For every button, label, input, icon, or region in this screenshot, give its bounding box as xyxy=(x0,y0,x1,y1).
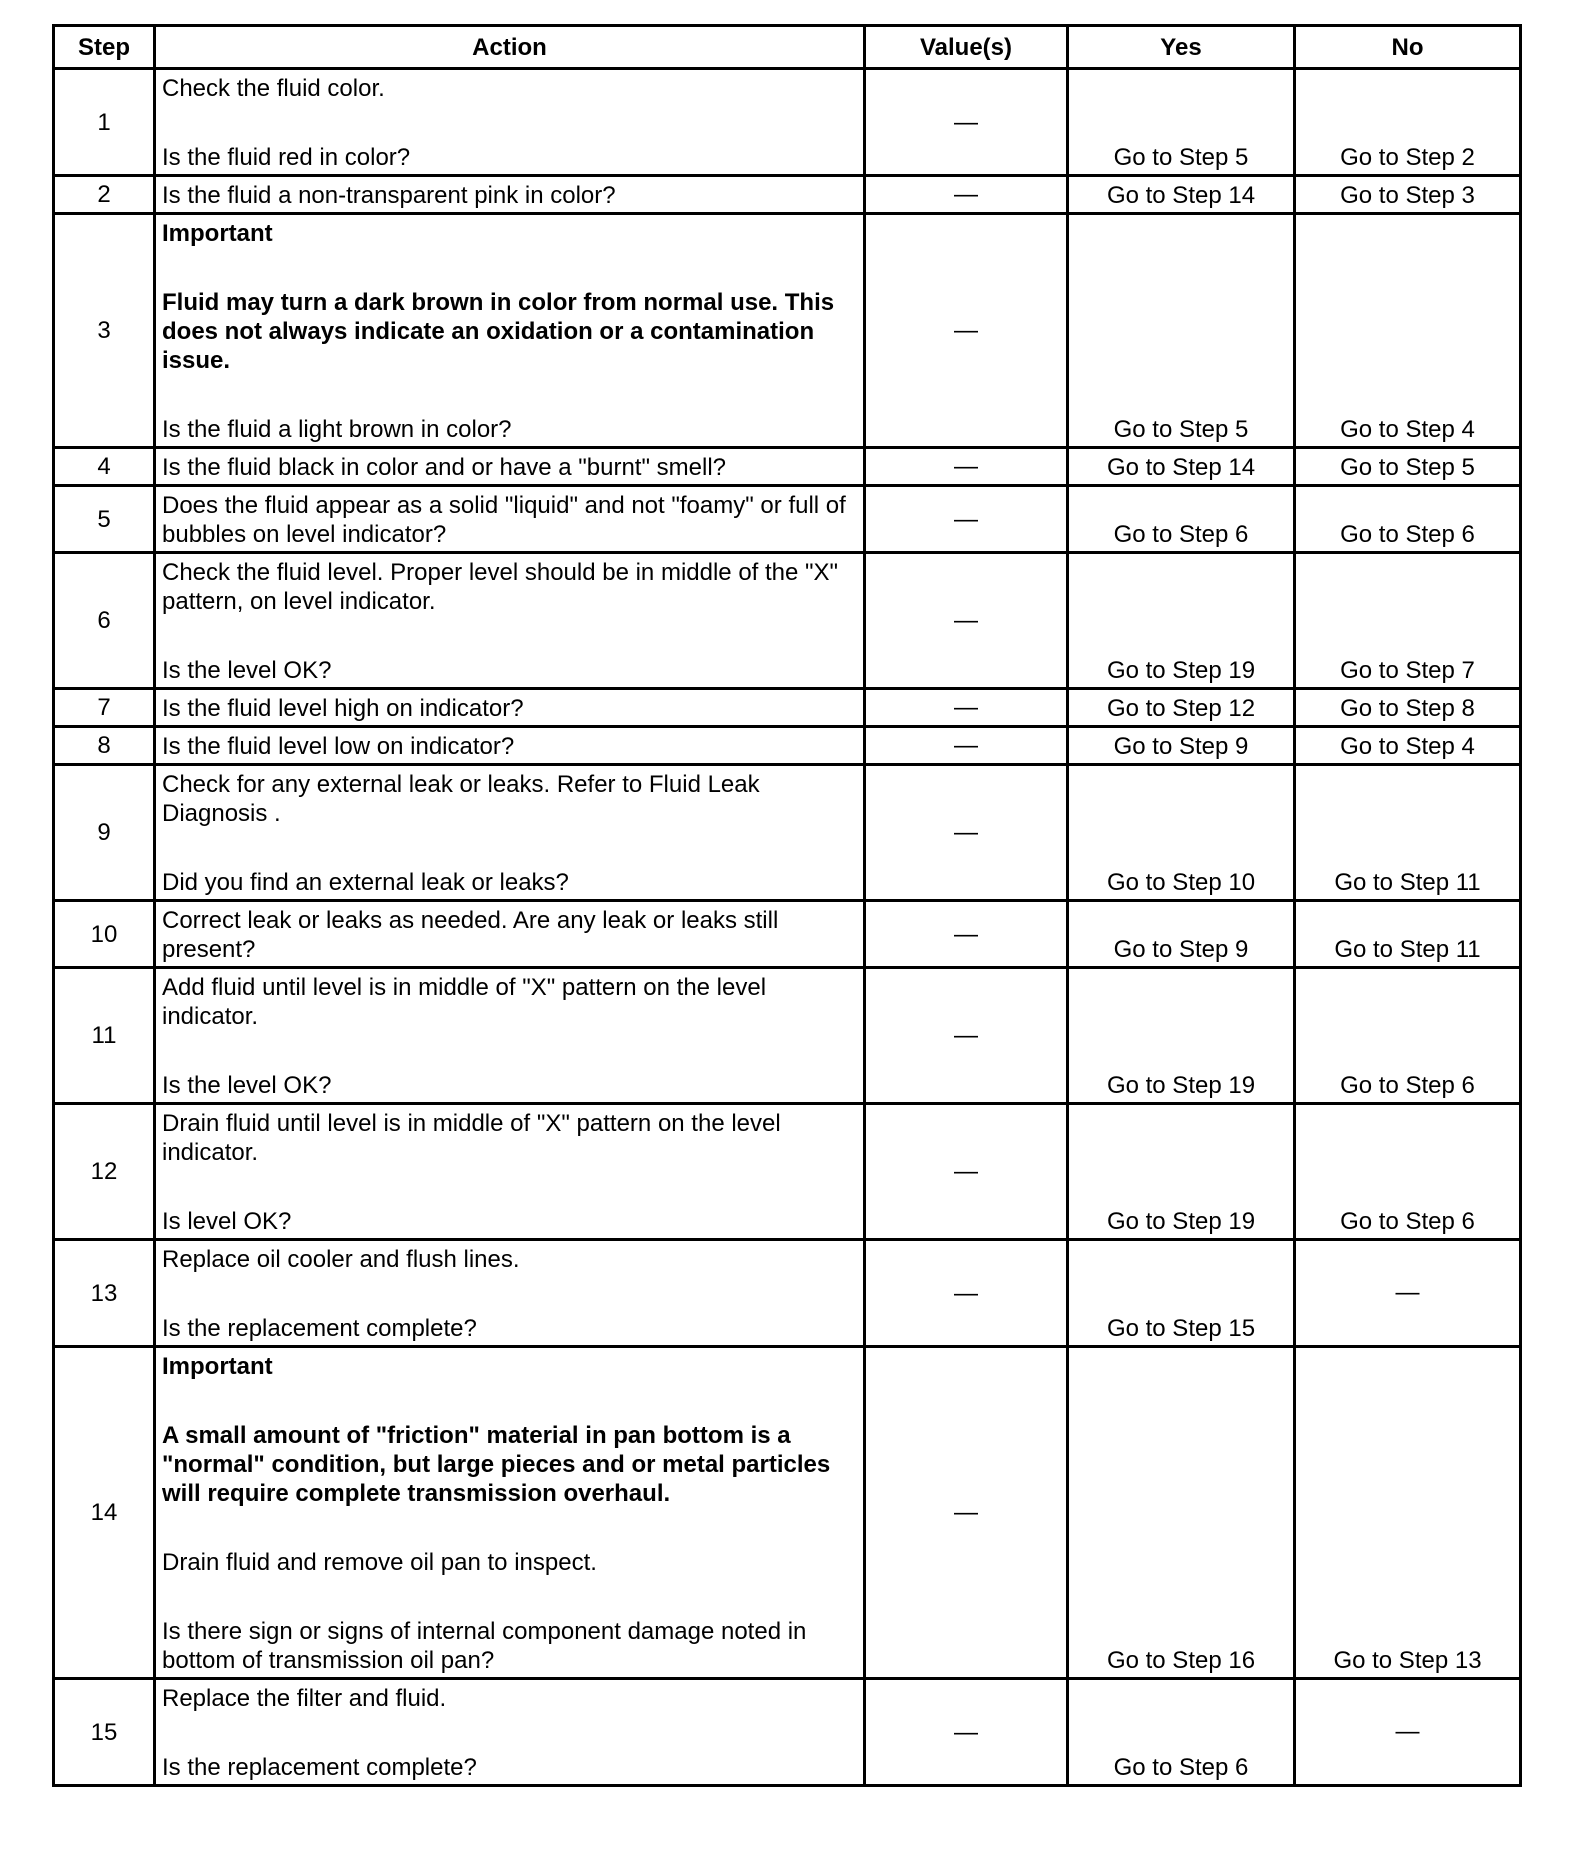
no-cell: Go to Step 2 xyxy=(1295,69,1521,176)
action-cell xyxy=(155,901,865,968)
table-row xyxy=(54,765,1521,901)
values-cell: — xyxy=(865,968,1068,1104)
header-values: Value(s) xyxy=(865,26,1068,69)
step-number: 10 xyxy=(54,901,155,968)
table-row xyxy=(54,486,1521,553)
values-cell: — xyxy=(865,1240,1068,1347)
no-cell: Go to Step 13 xyxy=(1295,1347,1521,1679)
yes-cell: Go to Step 19 xyxy=(1068,1104,1295,1240)
values-cell: — xyxy=(865,214,1068,448)
diagnostic-table xyxy=(52,24,1522,1787)
step-number: 1 xyxy=(54,69,155,176)
header-no: No xyxy=(1295,26,1521,69)
no-cell: Go to Step 7 xyxy=(1295,553,1521,689)
yes-cell: Go to Step 14 xyxy=(1068,176,1295,214)
step-number: 14 xyxy=(54,1347,155,1679)
step-number: 12 xyxy=(54,1104,155,1240)
yes-cell: Go to Step 19 xyxy=(1068,553,1295,689)
action-cell xyxy=(155,689,865,727)
values-cell: — xyxy=(865,689,1068,727)
yes-cell: Go to Step 10 xyxy=(1068,765,1295,901)
values-cell: — xyxy=(865,176,1068,214)
table-row xyxy=(54,689,1521,727)
action-text: Does the fluid appear as a solid "liquid" and not "foamy" or full of bubbles on level indicator? xyxy=(162,492,846,548)
step-number: 7 xyxy=(54,689,155,727)
step-number: 9 xyxy=(54,765,155,901)
step-number: 5 xyxy=(54,486,155,553)
values-cell: — xyxy=(865,1679,1068,1786)
no-cell: Go to Step 5 xyxy=(1295,448,1521,486)
table-row xyxy=(54,553,1521,689)
no-cell: Go to Step 4 xyxy=(1295,727,1521,765)
action-important-text: Important xyxy=(162,1353,273,1380)
yes-cell: Go to Step 6 xyxy=(1068,486,1295,553)
values-cell: — xyxy=(865,448,1068,486)
values-cell: — xyxy=(865,1347,1068,1679)
table-row xyxy=(54,1240,1521,1347)
yes-cell: Go to Step 6 xyxy=(1068,1679,1295,1786)
yes-cell: Go to Step 5 xyxy=(1068,69,1295,176)
table-row xyxy=(54,727,1521,765)
yes-cell: Go to Step 9 xyxy=(1068,901,1295,968)
action-text: Add fluid until level is in middle of "X" pattern on the level indicator. xyxy=(162,974,767,1030)
table-row xyxy=(54,448,1521,486)
values-cell: — xyxy=(865,765,1068,901)
action-text: Check the fluid color. xyxy=(162,75,385,102)
no-cell: Go to Step 3 xyxy=(1295,176,1521,214)
step-number: 6 xyxy=(54,553,155,689)
no-cell: Go to Step 11 xyxy=(1295,765,1521,901)
action-cell xyxy=(155,1347,865,1679)
yes-cell: Go to Step 9 xyxy=(1068,727,1295,765)
header-step: Step xyxy=(54,26,155,69)
action-important-text: Fluid may turn a dark brown in color from normal use. This does not always indicate an oxidation or a contamination issue. xyxy=(162,289,835,374)
values-cell: — xyxy=(865,553,1068,689)
yes-cell: Go to Step 5 xyxy=(1068,214,1295,448)
action-important-text: Important xyxy=(162,220,273,247)
action-cell xyxy=(155,968,865,1104)
no-cell: Go to Step 6 xyxy=(1295,486,1521,553)
action-text: Check the fluid level. Proper level should be in middle of the "X" pattern, on level indicator. xyxy=(162,559,839,615)
step-number: 2 xyxy=(54,176,155,214)
action-cell xyxy=(155,1679,865,1786)
no-cell: Go to Step 6 xyxy=(1295,968,1521,1104)
header-yes: Yes xyxy=(1068,26,1295,69)
no-cell: Go to Step 6 xyxy=(1295,1104,1521,1240)
table-row xyxy=(54,69,1521,176)
diagnostic-table-container xyxy=(52,24,1522,1787)
yes-cell: Go to Step 16 xyxy=(1068,1347,1295,1679)
action-cell xyxy=(155,553,865,689)
table-row xyxy=(54,1679,1521,1786)
action-text: Is the fluid black in color and or have a "burnt" smell? xyxy=(162,454,726,481)
action-cell xyxy=(155,765,865,901)
action-cell xyxy=(155,69,865,176)
action-text: Is the level OK? xyxy=(162,1072,332,1099)
action-text: Is the fluid level low on indicator? xyxy=(162,733,515,760)
action-text: Is the fluid a non-transparent pink in color? xyxy=(162,182,616,209)
header-action: Action xyxy=(155,26,865,69)
action-text: Replace oil cooler and flush lines. xyxy=(162,1246,520,1273)
table-row xyxy=(54,1104,1521,1240)
action-text: Replace the filter and fluid. xyxy=(162,1685,447,1712)
action-text: Is the fluid level high on indicator? xyxy=(162,695,524,722)
values-cell: — xyxy=(865,727,1068,765)
values-cell: — xyxy=(865,69,1068,176)
action-text: Is the replacement complete? xyxy=(162,1315,477,1342)
action-text: Correct leak or leaks as needed. Are any leak or leaks still present? xyxy=(162,907,779,963)
action-text: Is the fluid a light brown in color? xyxy=(162,416,512,443)
action-cell xyxy=(155,1104,865,1240)
action-cell xyxy=(155,448,865,486)
step-number: 15 xyxy=(54,1679,155,1786)
table-row xyxy=(54,901,1521,968)
action-cell xyxy=(155,176,865,214)
action-important-text: A small amount of "friction" material in pan bottom is a "normal" condition, but large pieces and or metal particles will require complete transmission overhaul. xyxy=(162,1422,831,1507)
action-text: Is the fluid red in color? xyxy=(162,144,411,171)
action-cell xyxy=(155,727,865,765)
values-cell: — xyxy=(865,901,1068,968)
no-cell: Go to Step 8 xyxy=(1295,689,1521,727)
action-text: Is the replacement complete? xyxy=(162,1754,477,1781)
table-row xyxy=(54,214,1521,448)
step-number: 4 xyxy=(54,448,155,486)
action-cell xyxy=(155,1240,865,1347)
yes-cell: Go to Step 15 xyxy=(1068,1240,1295,1347)
action-text: Is the level OK? xyxy=(162,657,332,684)
step-number: 11 xyxy=(54,968,155,1104)
yes-cell: Go to Step 19 xyxy=(1068,968,1295,1104)
action-text: Drain fluid and remove oil pan to inspect. xyxy=(162,1549,597,1576)
step-number: 8 xyxy=(54,727,155,765)
step-number: 3 xyxy=(54,214,155,448)
table-row xyxy=(54,176,1521,214)
table-row xyxy=(54,968,1521,1104)
yes-cell: Go to Step 12 xyxy=(1068,689,1295,727)
yes-cell: Go to Step 14 xyxy=(1068,448,1295,486)
action-cell xyxy=(155,486,865,553)
step-number: 13 xyxy=(54,1240,155,1347)
action-text: Is there sign or signs of internal component damage noted in bottom of transmission oil pan? xyxy=(162,1618,807,1674)
action-text: Drain fluid until level is in middle of "X" pattern on the level indicator. xyxy=(162,1110,781,1166)
no-cell: — xyxy=(1295,1679,1521,1786)
no-cell: Go to Step 11 xyxy=(1295,901,1521,968)
no-cell: Go to Step 4 xyxy=(1295,214,1521,448)
table-body xyxy=(54,69,1521,1786)
action-text: Did you find an external leak or leaks? xyxy=(162,869,569,896)
table-row xyxy=(54,1347,1521,1679)
values-cell: — xyxy=(865,486,1068,553)
values-cell: — xyxy=(865,1104,1068,1240)
action-text: Check for any external leak or leaks. Refer to Fluid Leak Diagnosis . xyxy=(162,771,760,827)
action-cell xyxy=(155,214,865,448)
action-text: Is level OK? xyxy=(162,1208,292,1235)
no-cell: — xyxy=(1295,1240,1521,1347)
table-header-row xyxy=(54,26,1521,69)
